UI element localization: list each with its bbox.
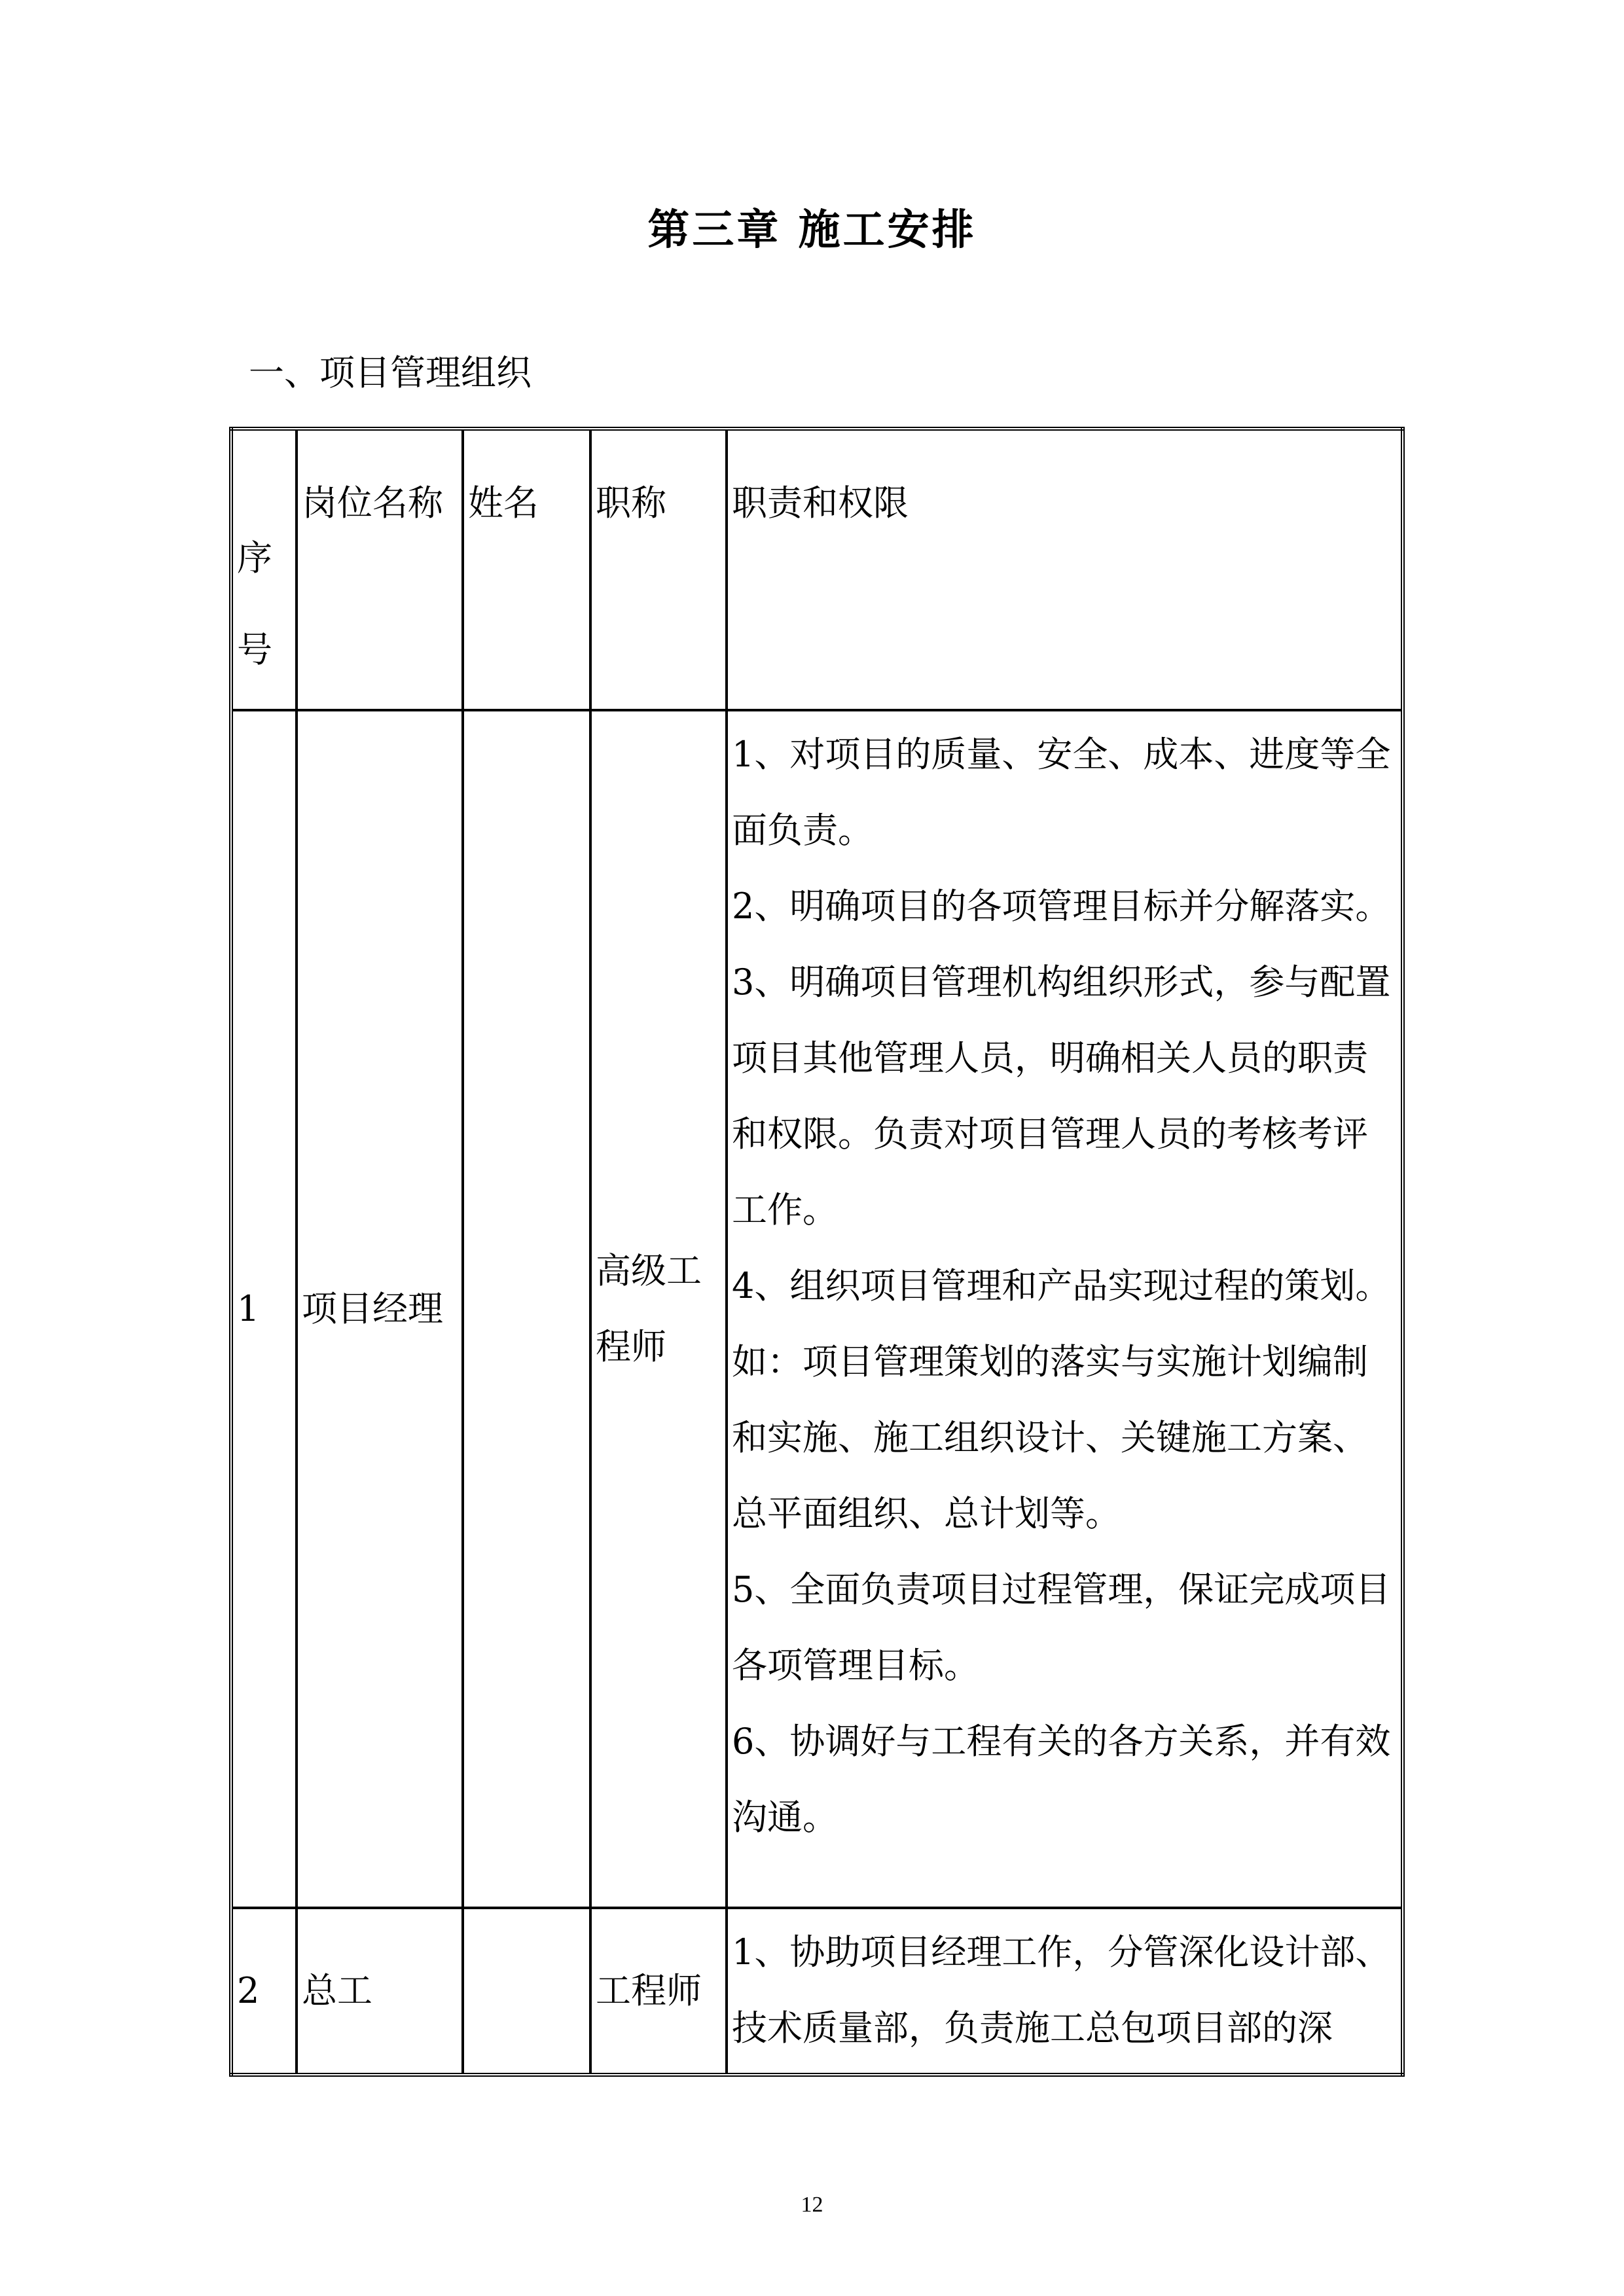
cell-seq: 1 [231, 710, 297, 1908]
header-rank: 职称 [590, 429, 727, 710]
header-seq: 序号 [231, 429, 297, 710]
chapter-title: 第三章 施工安排 [647, 206, 977, 255]
duty-item: 1、对项目的质量、安全、成本、进度等全面负责。 [732, 734, 1391, 851]
duty-item: 4、组织项目管理和产品实现过程的策划。如：项目管理策划的落实与实施计划编制和实施、施工组织设计、关键施工方案、总平面组织、总计划等。 [732, 1265, 1391, 1534]
header-position: 岗位名称 [297, 429, 463, 710]
cell-name [463, 710, 590, 1908]
header-duties: 职责和权限 [727, 429, 1403, 710]
duty-item: 6、协调好与工程有关的各方关系，并有效沟通。 [732, 1721, 1391, 1838]
page-number: 12 [801, 2193, 823, 2217]
management-table [229, 427, 1405, 2077]
duty-item: 3、明确项目管理机构组织形式，参与配置项目其他管理人员，明确相关人员的职责和权限。负责对项目管理人员的考核考评工作。 [732, 961, 1391, 1230]
duty-item: 5、全面负责项目过程管理，保证完成项目各项管理目标。 [732, 1569, 1391, 1686]
cell-duties [727, 1908, 1403, 2075]
section-heading: 一、项目管理组织 [249, 352, 532, 393]
cell-position: 项目经理 [297, 710, 463, 1908]
table-header-row [231, 429, 1403, 710]
table-row [231, 1908, 1403, 2075]
cell-duties [727, 710, 1403, 1908]
cell-seq: 2 [231, 1908, 297, 2075]
table-row [231, 710, 1403, 1908]
duty-item: 1、协助项目经理工作，分管深化设计部、技术质量部，负责施工总包项目部的深 [732, 1931, 1391, 2049]
cell-rank: 高级工程师 [590, 710, 727, 1908]
duty-item: 2、明确项目的各项管理目标并分解落实。 [732, 886, 1391, 927]
header-name: 姓名 [463, 429, 590, 710]
cell-name [463, 1908, 590, 2075]
cell-rank: 工程师 [590, 1908, 727, 2075]
cell-position: 总工 [297, 1908, 463, 2075]
